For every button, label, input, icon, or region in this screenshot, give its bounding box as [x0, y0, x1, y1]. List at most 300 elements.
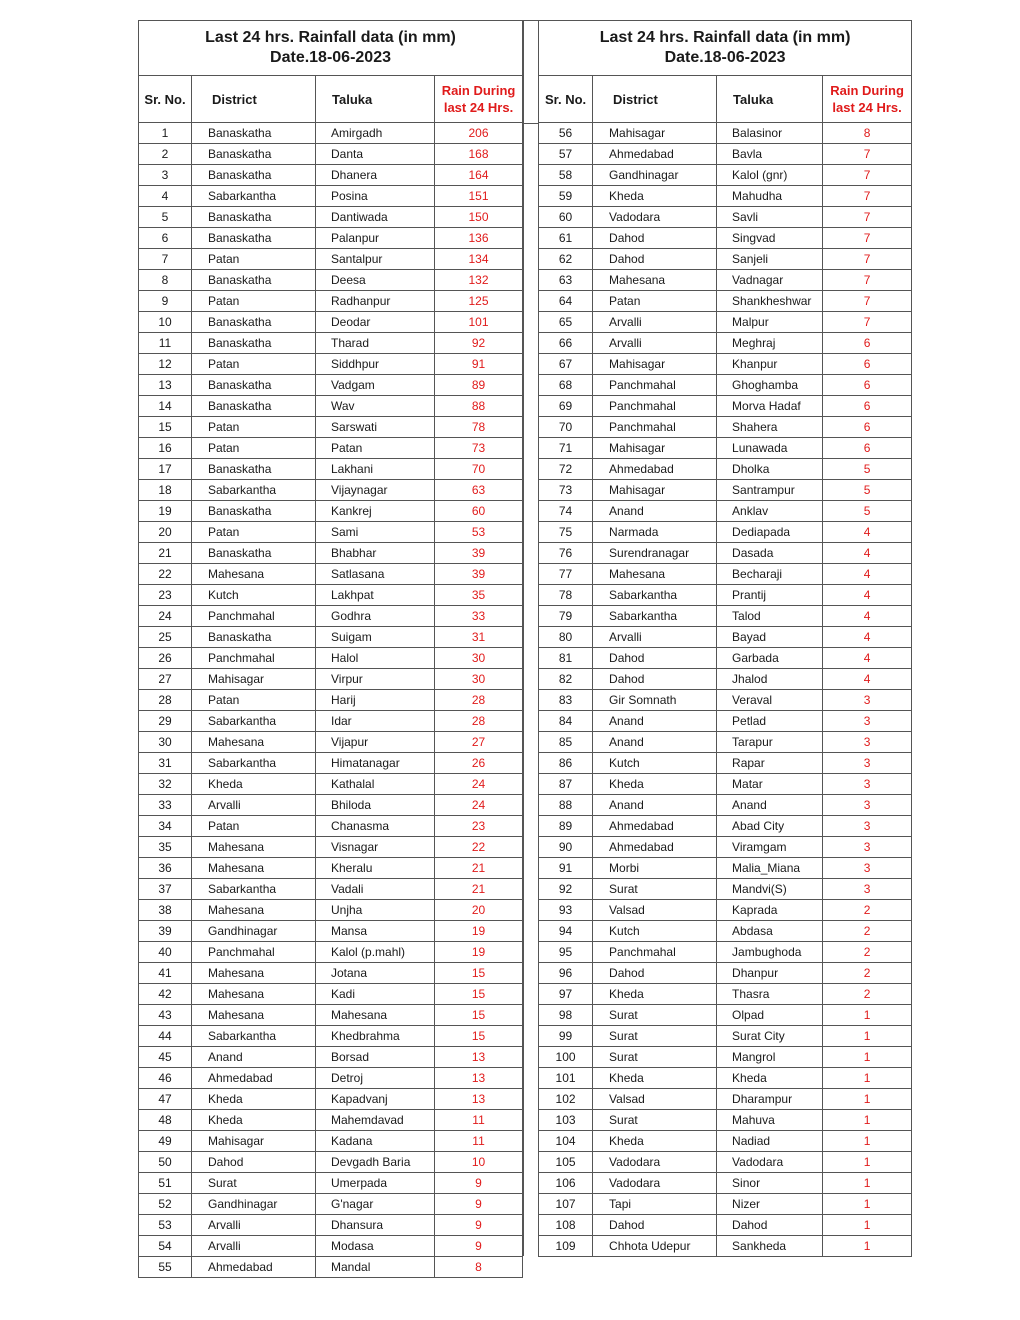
table-row — [539, 396, 912, 417]
taluka-cell: Sarswati — [316, 417, 435, 438]
sr-no-cell: 72 — [539, 459, 593, 480]
rainfall-table-right — [538, 20, 912, 1257]
taluka-cell: Godhra — [316, 606, 435, 627]
table-row — [539, 249, 912, 270]
taluka-cell: Vijapur — [316, 732, 435, 753]
taluka-cell: Umerpada — [316, 1173, 435, 1194]
district-cell: Ahmedabad — [593, 459, 717, 480]
rainfall-mm-cell: 7 — [823, 270, 912, 291]
table-row — [139, 1047, 523, 1068]
rainfall-mm-cell: 168 — [435, 144, 523, 165]
taluka-cell: Modasa — [316, 1236, 435, 1257]
taluka-cell: Olpad — [717, 1005, 823, 1026]
sr-no-cell: 85 — [539, 732, 593, 753]
district-cell: Valsad — [593, 1089, 717, 1110]
district-cell: Patan — [192, 354, 316, 375]
taluka-cell: Singvad — [717, 228, 823, 249]
table-row — [139, 690, 523, 711]
taluka-cell: Kheralu — [316, 858, 435, 879]
rainfall-mm-cell: 24 — [435, 795, 523, 816]
taluka-cell: Mandal — [316, 1257, 435, 1278]
rainfall-mm-cell: 2 — [823, 984, 912, 1005]
sr-no-cell: 36 — [139, 858, 192, 879]
sr-no-cell: 37 — [139, 879, 192, 900]
taluka-cell: Virpur — [316, 669, 435, 690]
rainfall-mm-cell: 60 — [435, 501, 523, 522]
sr-no-cell: 2 — [139, 144, 192, 165]
rainfall-mm-cell: 24 — [435, 774, 523, 795]
table-row — [139, 900, 523, 921]
district-cell: Patan — [192, 816, 316, 837]
rainfall-mm-cell: 1 — [823, 1194, 912, 1215]
table-row — [139, 522, 523, 543]
table-row — [539, 1026, 912, 1047]
district-cell: Surat — [593, 879, 717, 900]
taluka-cell: Rapar — [717, 753, 823, 774]
sr-no-cell: 63 — [539, 270, 593, 291]
sr-no-cell: 28 — [139, 690, 192, 711]
rainfall-mm-cell: 1 — [823, 1068, 912, 1089]
rainfall-mm-cell: 1 — [823, 1236, 912, 1257]
tables-wrapper — [138, 20, 912, 1278]
table-row — [539, 858, 912, 879]
district-cell: Ahmedabad — [593, 837, 717, 858]
taluka-cell: Veraval — [717, 690, 823, 711]
taluka-cell: Visnagar — [316, 837, 435, 858]
taluka-cell: Santalpur — [316, 249, 435, 270]
taluka-cell: Kalol (p.mahl) — [316, 942, 435, 963]
sr-no-cell: 19 — [139, 501, 192, 522]
district-cell: Mahisagar — [593, 480, 717, 501]
rainfall-mm-cell: 63 — [435, 480, 523, 501]
table-row — [539, 669, 912, 690]
taluka-cell: Radhanpur — [316, 291, 435, 312]
table-row — [139, 963, 523, 984]
table-row — [139, 879, 523, 900]
rainfall-mm-cell: 11 — [435, 1110, 523, 1131]
rainfall-mm-cell: 22 — [435, 837, 523, 858]
district-cell: Patan — [192, 249, 316, 270]
taluka-cell: Halol — [316, 648, 435, 669]
taluka-cell: Kankrej — [316, 501, 435, 522]
table-row — [139, 669, 523, 690]
district-cell: Mahisagar — [192, 1131, 316, 1152]
rainfall-mm-cell: 15 — [435, 1026, 523, 1047]
table-row — [539, 1173, 912, 1194]
sr-no-cell: 89 — [539, 816, 593, 837]
taluka-cell: Kalol (gnr) — [717, 165, 823, 186]
district-cell: Banaskatha — [192, 627, 316, 648]
table-separator — [523, 20, 539, 1256]
sr-no-cell: 64 — [539, 291, 593, 312]
district-cell: Arvalli — [192, 1236, 316, 1257]
district-cell: Mahesana — [192, 963, 316, 984]
table-row — [139, 249, 523, 270]
table-row — [539, 1047, 912, 1068]
district-cell: Banaskatha — [192, 501, 316, 522]
table-row — [139, 648, 523, 669]
rainfall-mm-cell: 30 — [435, 669, 523, 690]
rainfall-mm-cell: 2 — [823, 921, 912, 942]
sr-no-cell: 31 — [139, 753, 192, 774]
rainfall-mm-cell: 132 — [435, 270, 523, 291]
district-cell: Morbi — [593, 858, 717, 879]
sr-no-cell: 103 — [539, 1110, 593, 1131]
rainfall-mm-cell: 2 — [823, 900, 912, 921]
sr-no-cell: 53 — [139, 1215, 192, 1236]
sr-no-cell: 93 — [539, 900, 593, 921]
district-cell: Banaskatha — [192, 396, 316, 417]
district-cell: Kheda — [593, 1068, 717, 1089]
rainfall-mm-cell: 4 — [823, 669, 912, 690]
taluka-cell: Harij — [316, 690, 435, 711]
sr-no-cell: 48 — [139, 1110, 192, 1131]
taluka-cell: Suigam — [316, 627, 435, 648]
rainfall-mm-cell: 27 — [435, 732, 523, 753]
sr-no-cell: 54 — [139, 1236, 192, 1257]
district-cell: Patan — [192, 438, 316, 459]
rainfall-mm-cell: 3 — [823, 753, 912, 774]
district-cell: Banaskatha — [192, 228, 316, 249]
sr-no-cell: 32 — [139, 774, 192, 795]
sr-no-cell: 49 — [139, 1131, 192, 1152]
rainfall-mm-cell: 1 — [823, 1173, 912, 1194]
sr-no-cell: 3 — [139, 165, 192, 186]
district-cell: Mahesana — [192, 900, 316, 921]
rainfall-mm-cell: 1 — [823, 1026, 912, 1047]
taluka-cell: Shankheshwar — [717, 291, 823, 312]
sr-no-cell: 1 — [139, 123, 192, 144]
taluka-cell: Malia_Miana — [717, 858, 823, 879]
district-cell: Dahod — [593, 669, 717, 690]
rainfall-mm-cell: 5 — [823, 459, 912, 480]
district-cell: Patan — [192, 417, 316, 438]
table-row — [139, 753, 523, 774]
taluka-cell: Deodar — [316, 312, 435, 333]
rainfall-mm-cell: 7 — [823, 228, 912, 249]
taluka-cell: Sankheda — [717, 1236, 823, 1257]
rainfall-mm-cell: 70 — [435, 459, 523, 480]
rainfall-mm-cell: 7 — [823, 207, 912, 228]
sr-no-cell: 79 — [539, 606, 593, 627]
taluka-cell: Dhanera — [316, 165, 435, 186]
taluka-cell: Dharampur — [717, 1089, 823, 1110]
district-cell: Mahisagar — [593, 438, 717, 459]
table-row — [139, 564, 523, 585]
district-cell: Surendranagar — [593, 543, 717, 564]
table-row — [539, 480, 912, 501]
table-row — [139, 711, 523, 732]
table-row — [139, 270, 523, 291]
sr-no-cell: 65 — [539, 312, 593, 333]
table-row — [139, 459, 523, 480]
district-cell: Gandhinagar — [593, 165, 717, 186]
rainfall-mm-cell: 1 — [823, 1131, 912, 1152]
table-row — [539, 900, 912, 921]
rainfall-mm-cell: 7 — [823, 312, 912, 333]
sr-no-cell: 68 — [539, 375, 593, 396]
rainfall-mm-cell: 33 — [435, 606, 523, 627]
rainfall-mm-cell: 4 — [823, 564, 912, 585]
rainfall-mm-cell: 1 — [823, 1215, 912, 1236]
rainfall-mm-cell: 26 — [435, 753, 523, 774]
taluka-cell: Khanpur — [717, 354, 823, 375]
sr-no-cell: 76 — [539, 543, 593, 564]
district-cell: Surat — [192, 1173, 316, 1194]
district-cell: Patan — [192, 690, 316, 711]
rainfall-mm-cell: 6 — [823, 417, 912, 438]
sr-no-cell: 95 — [539, 942, 593, 963]
rainfall-mm-cell: 3 — [823, 774, 912, 795]
taluka-cell: Bhiloda — [316, 795, 435, 816]
rainfall-mm-cell: 1 — [823, 1110, 912, 1131]
col-header-rain — [823, 76, 912, 123]
table-title — [539, 21, 912, 76]
table-row — [139, 1005, 523, 1026]
table-row — [539, 207, 912, 228]
sr-no-cell: 12 — [139, 354, 192, 375]
table-row — [539, 354, 912, 375]
district-cell: Dahod — [192, 1152, 316, 1173]
taluka-cell: Matar — [717, 774, 823, 795]
sr-no-cell: 109 — [539, 1236, 593, 1257]
table-row — [139, 1152, 523, 1173]
taluka-cell: Kheda — [717, 1068, 823, 1089]
table-row — [539, 1236, 912, 1257]
rainfall-mm-cell: 92 — [435, 333, 523, 354]
sr-no-cell: 84 — [539, 711, 593, 732]
table-row — [139, 1194, 523, 1215]
table-row — [539, 270, 912, 291]
district-cell: Banaskatha — [192, 270, 316, 291]
col-header-rain — [435, 76, 523, 123]
sr-no-cell: 46 — [139, 1068, 192, 1089]
taluka-cell: Dahod — [717, 1215, 823, 1236]
rainfall-mm-cell: 31 — [435, 627, 523, 648]
sr-no-cell: 33 — [139, 795, 192, 816]
district-cell: Arvalli — [192, 795, 316, 816]
rainfall-mm-cell: 10 — [435, 1152, 523, 1173]
sr-no-cell: 7 — [139, 249, 192, 270]
sr-no-cell: 101 — [539, 1068, 593, 1089]
table-row — [139, 375, 523, 396]
sr-no-cell: 26 — [139, 648, 192, 669]
right-table-body — [539, 123, 912, 1257]
table-row — [539, 1068, 912, 1089]
taluka-cell: Amirgadh — [316, 123, 435, 144]
rainfall-mm-cell: 5 — [823, 501, 912, 522]
sr-no-cell: 74 — [539, 501, 593, 522]
taluka-cell: Jhalod — [717, 669, 823, 690]
taluka-cell: Mansa — [316, 921, 435, 942]
table-row — [139, 1131, 523, 1152]
rainfall-mm-cell: 4 — [823, 543, 912, 564]
sr-no-cell: 25 — [139, 627, 192, 648]
col-header-taluka: Taluka — [717, 76, 823, 123]
taluka-cell: Abad City — [717, 816, 823, 837]
district-cell: Mahesana — [192, 837, 316, 858]
rainfall-mm-cell: 28 — [435, 711, 523, 732]
district-cell: Anand — [593, 711, 717, 732]
sr-no-cell: 81 — [539, 648, 593, 669]
table-row — [539, 564, 912, 585]
table-row — [139, 837, 523, 858]
rainfall-mm-cell: 9 — [435, 1173, 523, 1194]
taluka-cell: Dholka — [717, 459, 823, 480]
district-cell: Panchmahal — [593, 396, 717, 417]
rainfall-mm-cell: 13 — [435, 1047, 523, 1068]
sr-no-cell: 9 — [139, 291, 192, 312]
table-row — [139, 291, 523, 312]
district-cell: Kheda — [192, 774, 316, 795]
table-row — [139, 480, 523, 501]
table-row — [539, 732, 912, 753]
table-row — [539, 459, 912, 480]
taluka-cell: Mahuva — [717, 1110, 823, 1131]
taluka-cell: Savli — [717, 207, 823, 228]
taluka-cell: Lakhpat — [316, 585, 435, 606]
taluka-cell: Chanasma — [316, 816, 435, 837]
district-cell: Kheda — [192, 1089, 316, 1110]
sr-no-cell: 22 — [139, 564, 192, 585]
sr-no-cell: 58 — [539, 165, 593, 186]
table-row — [139, 1173, 523, 1194]
district-cell: Kheda — [593, 984, 717, 1005]
rainfall-mm-cell: 7 — [823, 186, 912, 207]
table-row — [539, 438, 912, 459]
sr-no-cell: 38 — [139, 900, 192, 921]
sr-no-cell: 8 — [139, 270, 192, 291]
district-cell: Valsad — [593, 900, 717, 921]
rainfall-mm-cell: 206 — [435, 123, 523, 144]
district-cell: Ahmedabad — [593, 144, 717, 165]
sr-no-cell: 73 — [539, 480, 593, 501]
sr-no-cell: 27 — [139, 669, 192, 690]
table-row — [139, 1236, 523, 1257]
sr-no-cell: 15 — [139, 417, 192, 438]
taluka-cell: Siddhpur — [316, 354, 435, 375]
rainfall-mm-cell: 3 — [823, 690, 912, 711]
taluka-cell: Mangrol — [717, 1047, 823, 1068]
table-row — [539, 312, 912, 333]
district-cell: Sabarkantha — [192, 1026, 316, 1047]
rainfall-mm-cell: 2 — [823, 942, 912, 963]
table-row — [139, 816, 523, 837]
rainfall-mm-cell: 28 — [435, 690, 523, 711]
rainfall-mm-cell: 21 — [435, 858, 523, 879]
taluka-cell: Kadi — [316, 984, 435, 1005]
sr-no-cell: 10 — [139, 312, 192, 333]
sr-no-cell: 105 — [539, 1152, 593, 1173]
rainfall-report — [138, 20, 912, 1278]
table-row — [539, 375, 912, 396]
sr-no-cell: 102 — [539, 1089, 593, 1110]
sr-no-cell: 59 — [539, 186, 593, 207]
sr-no-cell: 21 — [139, 543, 192, 564]
sr-no-cell: 16 — [139, 438, 192, 459]
table-row — [539, 543, 912, 564]
taluka-cell: Wav — [316, 396, 435, 417]
table-row — [539, 417, 912, 438]
district-cell: Patan — [192, 522, 316, 543]
taluka-cell: Dasada — [717, 543, 823, 564]
sr-no-cell: 90 — [539, 837, 593, 858]
sr-no-cell: 77 — [539, 564, 593, 585]
taluka-cell: Meghraj — [717, 333, 823, 354]
sr-no-cell: 86 — [539, 753, 593, 774]
title-line-2-date: Date.18-06-2023 — [664, 49, 786, 66]
district-cell: Ahmedabad — [593, 816, 717, 837]
separator-header-segment — [524, 21, 538, 124]
taluka-cell: Sami — [316, 522, 435, 543]
rainfall-mm-cell: 101 — [435, 312, 523, 333]
district-cell: Surat — [593, 1005, 717, 1026]
district-cell: Banaskatha — [192, 375, 316, 396]
taluka-cell: G'nagar — [316, 1194, 435, 1215]
sr-no-cell: 11 — [139, 333, 192, 354]
district-cell: Kutch — [192, 585, 316, 606]
table-row — [139, 396, 523, 417]
table-row — [539, 1152, 912, 1173]
district-cell: Dahod — [593, 249, 717, 270]
sr-no-cell: 30 — [139, 732, 192, 753]
title-line-1: Last 24 hrs. Rainfall data (in mm) — [599, 29, 851, 46]
table-row — [139, 438, 523, 459]
district-cell: Chhota Udepur — [593, 1236, 717, 1257]
taluka-cell: Viramgam — [717, 837, 823, 858]
taluka-cell: Devgadh Baria — [316, 1152, 435, 1173]
district-cell: Banaskatha — [192, 144, 316, 165]
sr-no-cell: 34 — [139, 816, 192, 837]
rainfall-mm-cell: 9 — [435, 1194, 523, 1215]
taluka-cell: Patan — [316, 438, 435, 459]
rainfall-mm-cell: 150 — [435, 207, 523, 228]
taluka-cell: Palanpur — [316, 228, 435, 249]
rainfall-mm-cell: 30 — [435, 648, 523, 669]
district-cell: Sabarkantha — [192, 753, 316, 774]
taluka-cell: Mahemdavad — [316, 1110, 435, 1131]
district-cell: Arvalli — [192, 1215, 316, 1236]
taluka-cell: Petlad — [717, 711, 823, 732]
table-row — [539, 690, 912, 711]
table-title — [139, 21, 523, 76]
taluka-cell: Lunawada — [717, 438, 823, 459]
table-row — [139, 228, 523, 249]
header-row — [139, 76, 523, 123]
taluka-cell: Dediapada — [717, 522, 823, 543]
table-row — [139, 144, 523, 165]
taluka-cell: Vadali — [316, 879, 435, 900]
sr-no-cell: 61 — [539, 228, 593, 249]
taluka-cell: Posina — [316, 186, 435, 207]
district-cell: Panchmahal — [192, 606, 316, 627]
taluka-cell: Deesa — [316, 270, 435, 291]
taluka-cell: Dhanpur — [717, 963, 823, 984]
taluka-cell: Surat City — [717, 1026, 823, 1047]
col-header-district: District — [593, 76, 717, 123]
header-row — [539, 76, 912, 123]
taluka-cell: Bayad — [717, 627, 823, 648]
table-row — [539, 816, 912, 837]
table-row — [539, 228, 912, 249]
district-cell: Mahesana — [192, 732, 316, 753]
table-row — [139, 333, 523, 354]
rainfall-mm-cell: 3 — [823, 816, 912, 837]
district-cell: Panchmahal — [192, 648, 316, 669]
rainfall-mm-cell: 134 — [435, 249, 523, 270]
taluka-cell: Kaprada — [717, 900, 823, 921]
rainfall-mm-cell: 15 — [435, 984, 523, 1005]
